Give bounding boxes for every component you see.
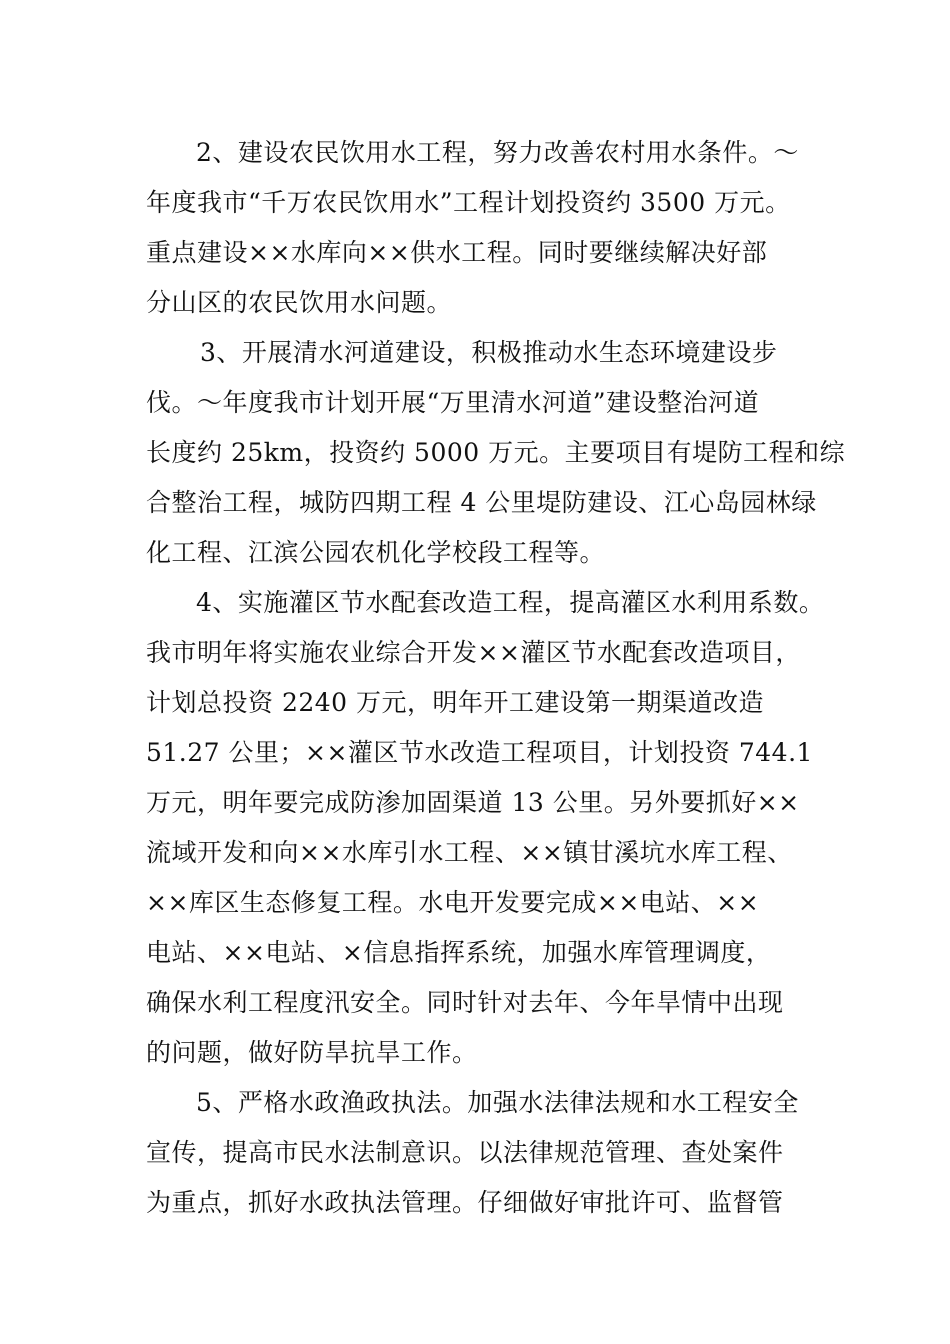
text-line: 51.27 公里；××灌区节水改造工程项目，计划投资 744.1 bbox=[146, 738, 813, 767]
text-line: 宣传，提高市民水法制意识。以法律规范管理、查处案件 bbox=[146, 1138, 784, 1167]
text-line: 2、建设农民饮用水工程，努力改善农村用水条件。～ bbox=[196, 138, 799, 167]
paragraph-4-irrigation bbox=[146, 578, 825, 1078]
text-line: 万元，明年要完成防渗加固渠道 13 公里。另外要抓好×× bbox=[146, 788, 800, 817]
text-line: 电站、××电站、×信息指挥系统，加强水库管理调度， bbox=[146, 938, 772, 967]
text-line: 重点建设××水库向××供水工程。同时要继续解决好部 bbox=[146, 238, 768, 267]
text-line: ××库区生态修复工程。水电开发要完成××电站、×× bbox=[146, 888, 760, 917]
text-line: 合整治工程，城防四期工程 4 公里堤防建设、江心岛园林绿 bbox=[146, 488, 817, 517]
text-line: 年度我市“千万农民饮用水”工程计划投资约 3500 万元。 bbox=[146, 188, 791, 217]
text-line: 的问题，做好防旱抗旱工作。 bbox=[146, 1038, 478, 1067]
paragraph-5-law-enforcement bbox=[146, 1078, 814, 1228]
text-line: 4、实施灌区节水配套改造工程，提高灌区水利用系数。 bbox=[196, 588, 825, 617]
text-line: 我市明年将实施农业综合开发××灌区节水配套改造项目， bbox=[146, 638, 801, 667]
text-line: 5、严格水政渔政执法。加强水法律法规和水工程安全 bbox=[196, 1088, 799, 1117]
text-line: 确保水利工程度汛安全。同时针对去年、今年旱情中出现 bbox=[146, 988, 784, 1017]
paragraph-3-clean-river bbox=[146, 328, 846, 578]
text-line: 伐。～年度我市计划开展“万里清水河道”建设整治河道 bbox=[146, 388, 760, 417]
text-line: 为重点，抓好水政执法管理。仔细做好审批许可、监督管 bbox=[146, 1188, 784, 1217]
text-line: 分山区的农民饮用水问题。 bbox=[146, 288, 453, 317]
text-line: 3、开展清水河道建设，积极推动水生态环境建设步 bbox=[200, 338, 778, 367]
document-body bbox=[146, 128, 846, 1228]
text-line: 计划总投资 2240 万元，明年开工建设第一期渠道改造 bbox=[146, 688, 765, 717]
text-line: 化工程、江滨公园农机化学校段工程等。 bbox=[146, 538, 606, 567]
text-line: 长度约 25km，投资约 5000 万元。主要项目有堤防工程和综 bbox=[146, 438, 846, 467]
paragraph-2-drinking-water bbox=[146, 128, 814, 328]
text-line: 流域开发和向××水库引水工程、××镇甘溪坑水库工程、 bbox=[146, 838, 793, 867]
